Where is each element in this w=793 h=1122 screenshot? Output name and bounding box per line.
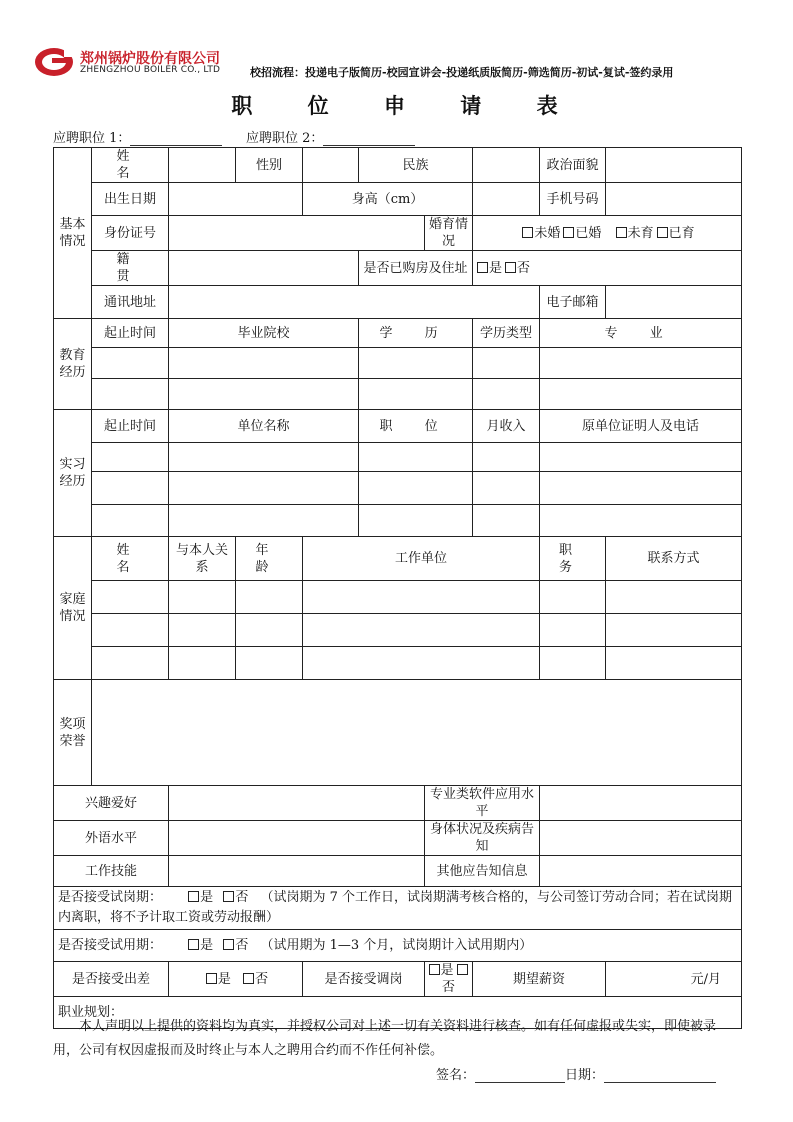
edu-degree-type-header: 学历类型 <box>473 319 540 348</box>
position-2-label: 应聘职位 2： <box>246 131 324 146</box>
software-label: 专业类软件应用水平 <box>425 786 540 821</box>
ethnicity-label: 民族 <box>359 148 473 183</box>
house-yes-checkbox[interactable] <box>477 262 488 273</box>
trial-post-note: （试岗期为 7 个工作日，试岗期满考核合格的，与公司签订劳动合同；若在试岗期内离职，将不予计取工资或劳动报酬） <box>58 890 733 925</box>
politics-label: 政治面貌 <box>540 148 606 183</box>
intern-reference-header: 原单位证明人及电话 <box>540 410 742 443</box>
intern-cell[interactable] <box>92 443 169 472</box>
house-options: 是 否 <box>473 251 742 286</box>
position-2-field[interactable] <box>323 131 415 146</box>
family-name-header: 姓 名 <box>92 537 169 581</box>
phone-field[interactable] <box>606 183 742 216</box>
probation-note: （试用期为 1—3 个月，试岗期计入试用期内） <box>260 938 533 953</box>
intern-cell[interactable] <box>92 472 169 505</box>
married-checkbox[interactable] <box>563 227 574 238</box>
family-cell[interactable] <box>169 614 236 647</box>
software-field[interactable] <box>540 786 742 821</box>
ethnicity-field[interactable] <box>473 148 540 183</box>
politics-field[interactable] <box>606 148 742 183</box>
family-contact-header: 联系方式 <box>606 537 742 581</box>
position-1 <box>53 127 222 146</box>
salary-label: 期望薪资 <box>473 962 606 997</box>
language-field[interactable] <box>169 821 425 856</box>
family-cell[interactable] <box>303 614 540 647</box>
position-2 <box>246 127 415 146</box>
transfer-label: 是否接受调岗 <box>303 962 425 997</box>
position-1-label: 应聘职位 1： <box>53 131 131 146</box>
probation-yes-checkbox[interactable] <box>188 939 199 950</box>
height-label: 身高（cm） <box>303 183 473 216</box>
house-no-checkbox[interactable] <box>505 262 516 273</box>
family-cell[interactable] <box>236 647 303 680</box>
skills-field[interactable] <box>169 856 425 887</box>
id-field[interactable] <box>169 216 425 251</box>
gender-label: 性别 <box>236 148 303 183</box>
intern-income-header: 月收入 <box>473 410 540 443</box>
recruit-process: 校招流程：投递电子版简历-校园宣讲会-投递纸质版简历-筛选简历-初试-复试-签约录用 <box>250 66 674 79</box>
edu-period-header: 起止时间 <box>92 319 169 348</box>
trial-post-yes-checkbox[interactable] <box>188 891 199 902</box>
marital-label: 婚育情况 <box>425 216 473 251</box>
travel-yes-checkbox[interactable] <box>206 973 217 984</box>
edu-cell[interactable] <box>473 379 540 410</box>
trial-post-no-checkbox[interactable] <box>223 891 234 902</box>
intern-cell[interactable] <box>169 472 359 505</box>
basic-section-label: 基本情况 <box>54 148 92 319</box>
family-section-label: 家庭情况 <box>54 537 92 680</box>
awards-section-label: 奖项荣誉 <box>54 680 92 786</box>
intern-position-header: 职 位 <box>359 410 473 443</box>
birth-field[interactable] <box>169 183 303 216</box>
awards-field[interactable] <box>92 680 742 786</box>
signature-line <box>436 1064 716 1083</box>
height-field[interactable] <box>473 183 540 216</box>
travel-label: 是否接受出差 <box>54 962 169 997</box>
edu-cell[interactable] <box>540 379 742 410</box>
family-cell[interactable] <box>92 581 169 614</box>
language-label: 外语水平 <box>54 821 169 856</box>
declaration: 本人声明以上提供的资料均为真实，并授权公司对上述一切有关资料进行核查。如有任何虚报或失实，即使被录用，公司有权因虚报而及时终止与本人之聘用合约而不作任何补偿。 <box>53 1019 717 1058</box>
id-label: 身份证号 <box>92 216 169 251</box>
health-label: 身体状况及疾病告知 <box>425 821 540 856</box>
family-workplace-header: 工作单位 <box>303 537 540 581</box>
family-cell[interactable] <box>169 647 236 680</box>
edu-major-header: 专 业 <box>540 319 742 348</box>
intern-cell[interactable] <box>473 472 540 505</box>
intern-cell[interactable] <box>169 443 359 472</box>
family-cell[interactable] <box>606 614 742 647</box>
family-cell[interactable] <box>606 581 742 614</box>
family-cell[interactable] <box>92 647 169 680</box>
edu-cell[interactable] <box>359 348 473 379</box>
gender-field[interactable] <box>303 148 359 183</box>
transfer-yes-checkbox[interactable] <box>429 964 440 975</box>
intern-cell[interactable] <box>473 443 540 472</box>
address-label: 通讯地址 <box>92 286 169 319</box>
intern-cell[interactable] <box>359 505 473 537</box>
address-field[interactable] <box>169 286 540 319</box>
travel-no-checkbox[interactable] <box>243 973 254 984</box>
native-field[interactable] <box>169 251 359 286</box>
date-field[interactable] <box>604 1068 716 1083</box>
internship-section-label: 实习经历 <box>54 410 92 537</box>
intern-cell[interactable] <box>540 505 742 537</box>
education-section-label: 教育经历 <box>54 319 92 410</box>
no-child-checkbox[interactable] <box>616 227 627 238</box>
intern-cell[interactable] <box>540 443 742 472</box>
hobby-label: 兴趣爱好 <box>54 786 169 821</box>
family-cell[interactable] <box>540 614 606 647</box>
edu-cell[interactable] <box>473 348 540 379</box>
transfer-no-checkbox[interactable] <box>457 964 468 975</box>
intern-cell[interactable] <box>92 505 169 537</box>
email-label: 电子邮箱 <box>540 286 606 319</box>
family-cell[interactable] <box>303 647 540 680</box>
marital-options: 未婚 已婚 未育 已育 <box>473 216 742 251</box>
family-cell[interactable] <box>303 581 540 614</box>
family-cell[interactable] <box>236 614 303 647</box>
phone-label: 手机号码 <box>540 183 606 216</box>
salary-field[interactable] <box>606 962 742 997</box>
family-age-header: 年 龄 <box>236 537 303 581</box>
birth-label: 出生日期 <box>92 183 169 216</box>
family-cell[interactable] <box>92 614 169 647</box>
sign-label: 签名： <box>436 1068 476 1083</box>
transfer-options: 是否 <box>425 962 473 997</box>
intern-cell[interactable] <box>540 472 742 505</box>
has-child-checkbox[interactable] <box>657 227 668 238</box>
edu-cell[interactable] <box>169 348 359 379</box>
probation-row: 是否接受试用期： 是 否 （试用期为 1—3 个月，试岗期计入试用期内） <box>54 930 742 962</box>
date-label: 日期： <box>565 1068 605 1083</box>
skills-label: 工作技能 <box>54 856 169 887</box>
application-form <box>53 147 742 1029</box>
company-name-cn: 郑州锅炉股份有限公司 <box>80 51 220 67</box>
intern-cell[interactable] <box>359 443 473 472</box>
family-relation-header: 与本人关系 <box>169 537 236 581</box>
travel-options: 是 否 <box>169 962 303 997</box>
company-logo <box>34 46 224 80</box>
intern-cell[interactable] <box>359 472 473 505</box>
hobby-field[interactable] <box>169 786 425 821</box>
intern-period-header: 起止时间 <box>92 410 169 443</box>
intern-cell[interactable] <box>169 505 359 537</box>
other-info-field[interactable] <box>540 856 742 887</box>
salary-unit: 元/月 <box>690 971 722 987</box>
intern-cell[interactable] <box>473 505 540 537</box>
name-label: 姓 名 <box>92 148 169 183</box>
health-field[interactable] <box>540 821 742 856</box>
sign-field[interactable] <box>475 1068 565 1083</box>
family-cell[interactable] <box>540 581 606 614</box>
career-plan-label: 职业规划： <box>58 1005 124 1020</box>
house-label: 是否已购房及住址 <box>359 251 473 286</box>
intern-company-header: 单位名称 <box>169 410 359 443</box>
trial-post-row: 是否接受试岗期： 是 否 （试岗期为 7 个工作日，试岗期满考核合格的，与公司签订劳动合同；若在试岗期内离职，将不予计取工资或劳动报酬） <box>54 887 742 930</box>
family-cell[interactable] <box>236 581 303 614</box>
other-info-label: 其他应告知信息 <box>425 856 540 887</box>
position-1-field[interactable] <box>130 131 222 146</box>
edu-degree-header: 学 历 <box>359 319 473 348</box>
family-cell[interactable] <box>169 581 236 614</box>
edu-cell[interactable] <box>92 379 169 410</box>
company-name-en: ZHENGZHOU BOILER CO., LTD <box>80 65 221 75</box>
probation-no-checkbox[interactable] <box>223 939 234 950</box>
logo-emblem-icon <box>34 46 76 78</box>
edu-cell[interactable] <box>540 348 742 379</box>
edu-cell[interactable] <box>169 379 359 410</box>
email-field[interactable] <box>606 286 742 319</box>
page-title: 职 位 申 请 表 <box>231 94 582 118</box>
edu-cell[interactable] <box>92 348 169 379</box>
edu-cell[interactable] <box>359 379 473 410</box>
native-label: 籍 贯 <box>92 251 169 286</box>
unmarried-checkbox[interactable] <box>522 227 533 238</box>
family-cell[interactable] <box>606 647 742 680</box>
family-cell[interactable] <box>540 647 606 680</box>
edu-school-header: 毕业院校 <box>169 319 359 348</box>
name-field[interactable] <box>169 148 236 183</box>
family-post-header: 职 务 <box>540 537 606 581</box>
